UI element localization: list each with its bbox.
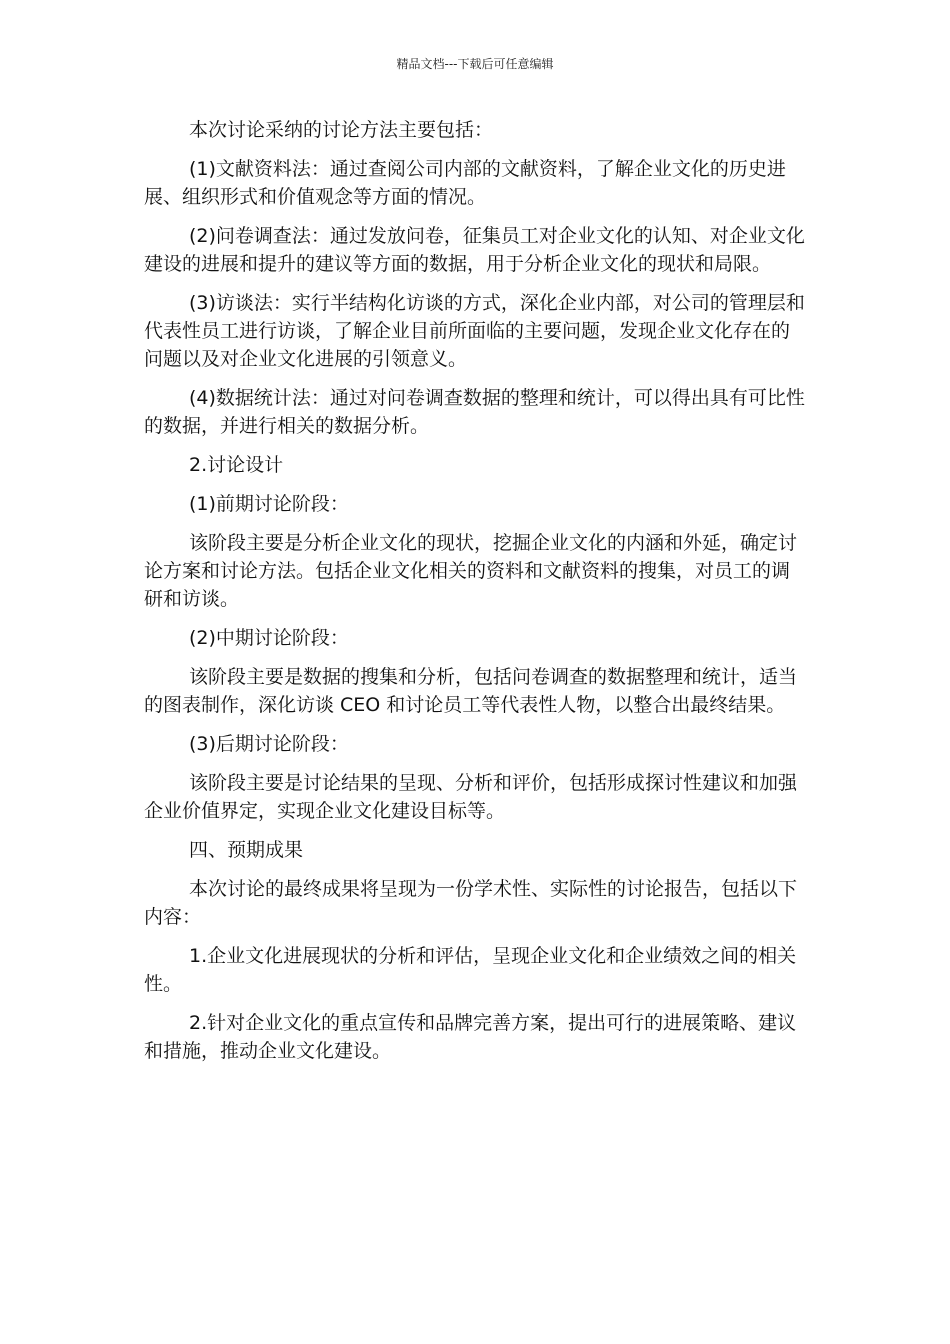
subheading-late-stage: (3)后期讨论阶段： (189, 733, 349, 755)
paragraph-middle-stage: 该阶段主要是数据的搜集和分析，包括问卷调查的数据整理和统计，适当的图表制作，深化访谈 CEO 和讨论员工等代表性人物，以整合出最终结果。 (144, 666, 798, 716)
page-header: 精品文档---下载后可任意编辑 (396, 57, 554, 71)
paragraph-literature-method: (1)文献资料法：通过查阅公司内部的文献资料，了解企业文化的历史进展、组织形式和价值观念等方面的情况。 (144, 158, 786, 208)
paragraph-interview-method: (3)访谈法：实行半结构化访谈的方式，深化企业内部，对公司的管理层和代表性员工进行访谈，了解企业目前所面临的主要问题，发现企业文化存在的问题以及对企业文化进展的引领意义。 (144, 292, 805, 370)
subheading-middle-stage: (2)中期讨论阶段： (189, 627, 349, 649)
list-item-result-2: 2.针对企业文化的重点宣传和品牌完善方案，提出可行的进展策略、建议和措施，推动企业文化建设。 (144, 1012, 797, 1062)
paragraph-early-stage: 该阶段主要是分析企业文化的现状，挖掘企业文化的内涵和外延，确定讨论方案和讨论方法。包括企业文化相关的资料和文献资料的搜集，对员工的调研和访谈。 (144, 532, 798, 610)
section-heading-expected-results: 四、预期成果 (189, 839, 304, 861)
paragraph-late-stage: 该阶段主要是讨论结果的呈现、分析和评价，包括形成探讨性建议和加强企业价值界定，实现企业文化建设目标等。 (144, 772, 798, 822)
paragraph-methods-intro: 本次讨论采纳的讨论方法主要包括： (189, 119, 494, 141)
list-item-result-1: 1.企业文化进展现状的分析和评估，呈现企业文化和企业绩效之间的相关性。 (144, 945, 797, 995)
paragraph-statistics-method: (4)数据统计法：通过对问卷调查数据的整理和统计，可以得出具有可比性的数据，并进行相关的数据分析。 (144, 387, 805, 437)
subheading-early-stage: (1)前期讨论阶段： (189, 493, 349, 515)
paragraph-results-intro: 本次讨论的最终成果将呈现为一份学术性、实际性的讨论报告，包括以下内容： (144, 878, 798, 928)
section-heading-design: 2.讨论设计 (189, 454, 284, 476)
document-body (144, 116, 806, 1076)
paragraph-questionnaire-method: (2)问卷调查法：通过发放问卷，征集员工对企业文化的认知、对企业文化建设的进展和提升的建议等方面的数据，用于分析企业文化的现状和局限。 (144, 225, 805, 275)
